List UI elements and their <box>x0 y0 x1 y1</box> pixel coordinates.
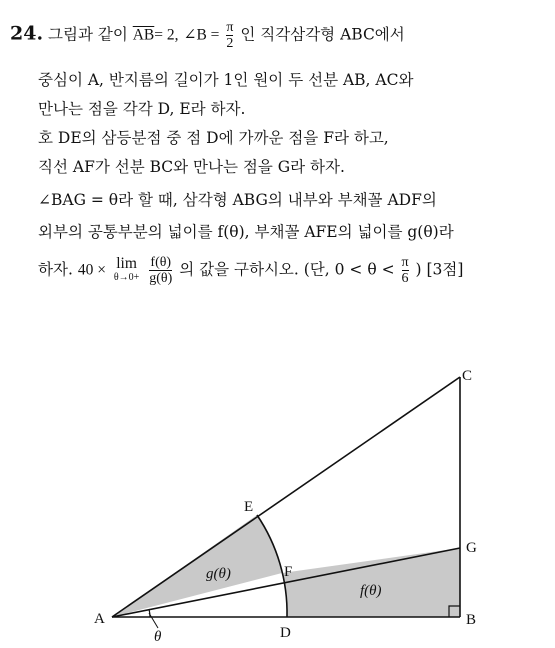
label-f: F <box>284 564 293 580</box>
denominator: g(θ) <box>149 271 173 286</box>
lim-word: lim <box>116 254 137 272</box>
problem-line-5: 직선 AF가 선분 BC와 만나는 점을 G라 하자. <box>38 158 345 176</box>
problem-line-4: 호 DE의 삼등분점 중 점 D에 가까운 점을 F라 하고, <box>38 129 389 147</box>
text-fragment: 의 값을 구하시오. (단, 0 < θ < <box>179 260 395 279</box>
coefficient: 40 × <box>77 261 106 279</box>
lim-subscript: θ→0+ <box>113 271 140 283</box>
text-fragment: ) [3점] <box>415 260 464 279</box>
eq-value: = 2, <box>154 26 179 44</box>
label-c: C <box>462 368 473 384</box>
denominator: 6 <box>401 271 409 286</box>
label-g: G <box>466 540 477 556</box>
angle-b: ∠B = <box>183 26 220 44</box>
label-e: E <box>244 499 254 515</box>
problem-line-2: 중심이 A, 반지름의 길이가 1인 원이 두 선분 AB, AC와 <box>38 71 414 89</box>
segment-ab: $\overline{AB}$ <box>132 26 155 44</box>
problem-line-7: 외부의 공통부분의 넓이를 f(θ), 부채꼴 AFE의 넓이를 g(θ)라 <box>38 223 454 241</box>
label-b: B <box>466 612 477 628</box>
denominator: 2 <box>226 36 234 51</box>
theta-pointer <box>149 613 158 628</box>
label-d: D <box>280 625 291 641</box>
label-theta: θ <box>154 629 162 645</box>
region-g-sector <box>112 515 282 617</box>
label-f-theta: f(θ) <box>360 583 382 599</box>
numerator: π <box>401 255 409 270</box>
text-fragment: 그림과 같이 <box>48 25 128 44</box>
text-fragment: 하자. <box>38 260 73 279</box>
label-a: A <box>94 611 105 627</box>
problem-number: 24. <box>10 22 44 45</box>
problem-line-6: ∠BAG = θ라 할 때, 삼각형 ABG의 내부와 부채꼴 ADF의 <box>38 191 437 209</box>
numerator: f(θ) <box>150 255 172 270</box>
text-fragment: 인 직각삼각형 ABC에서 <box>240 25 405 44</box>
label-g-theta: g(θ) <box>206 566 231 582</box>
numerator: π <box>226 20 234 35</box>
problem-line-3: 만나는 점을 각각 D, E라 하자. <box>38 100 246 118</box>
